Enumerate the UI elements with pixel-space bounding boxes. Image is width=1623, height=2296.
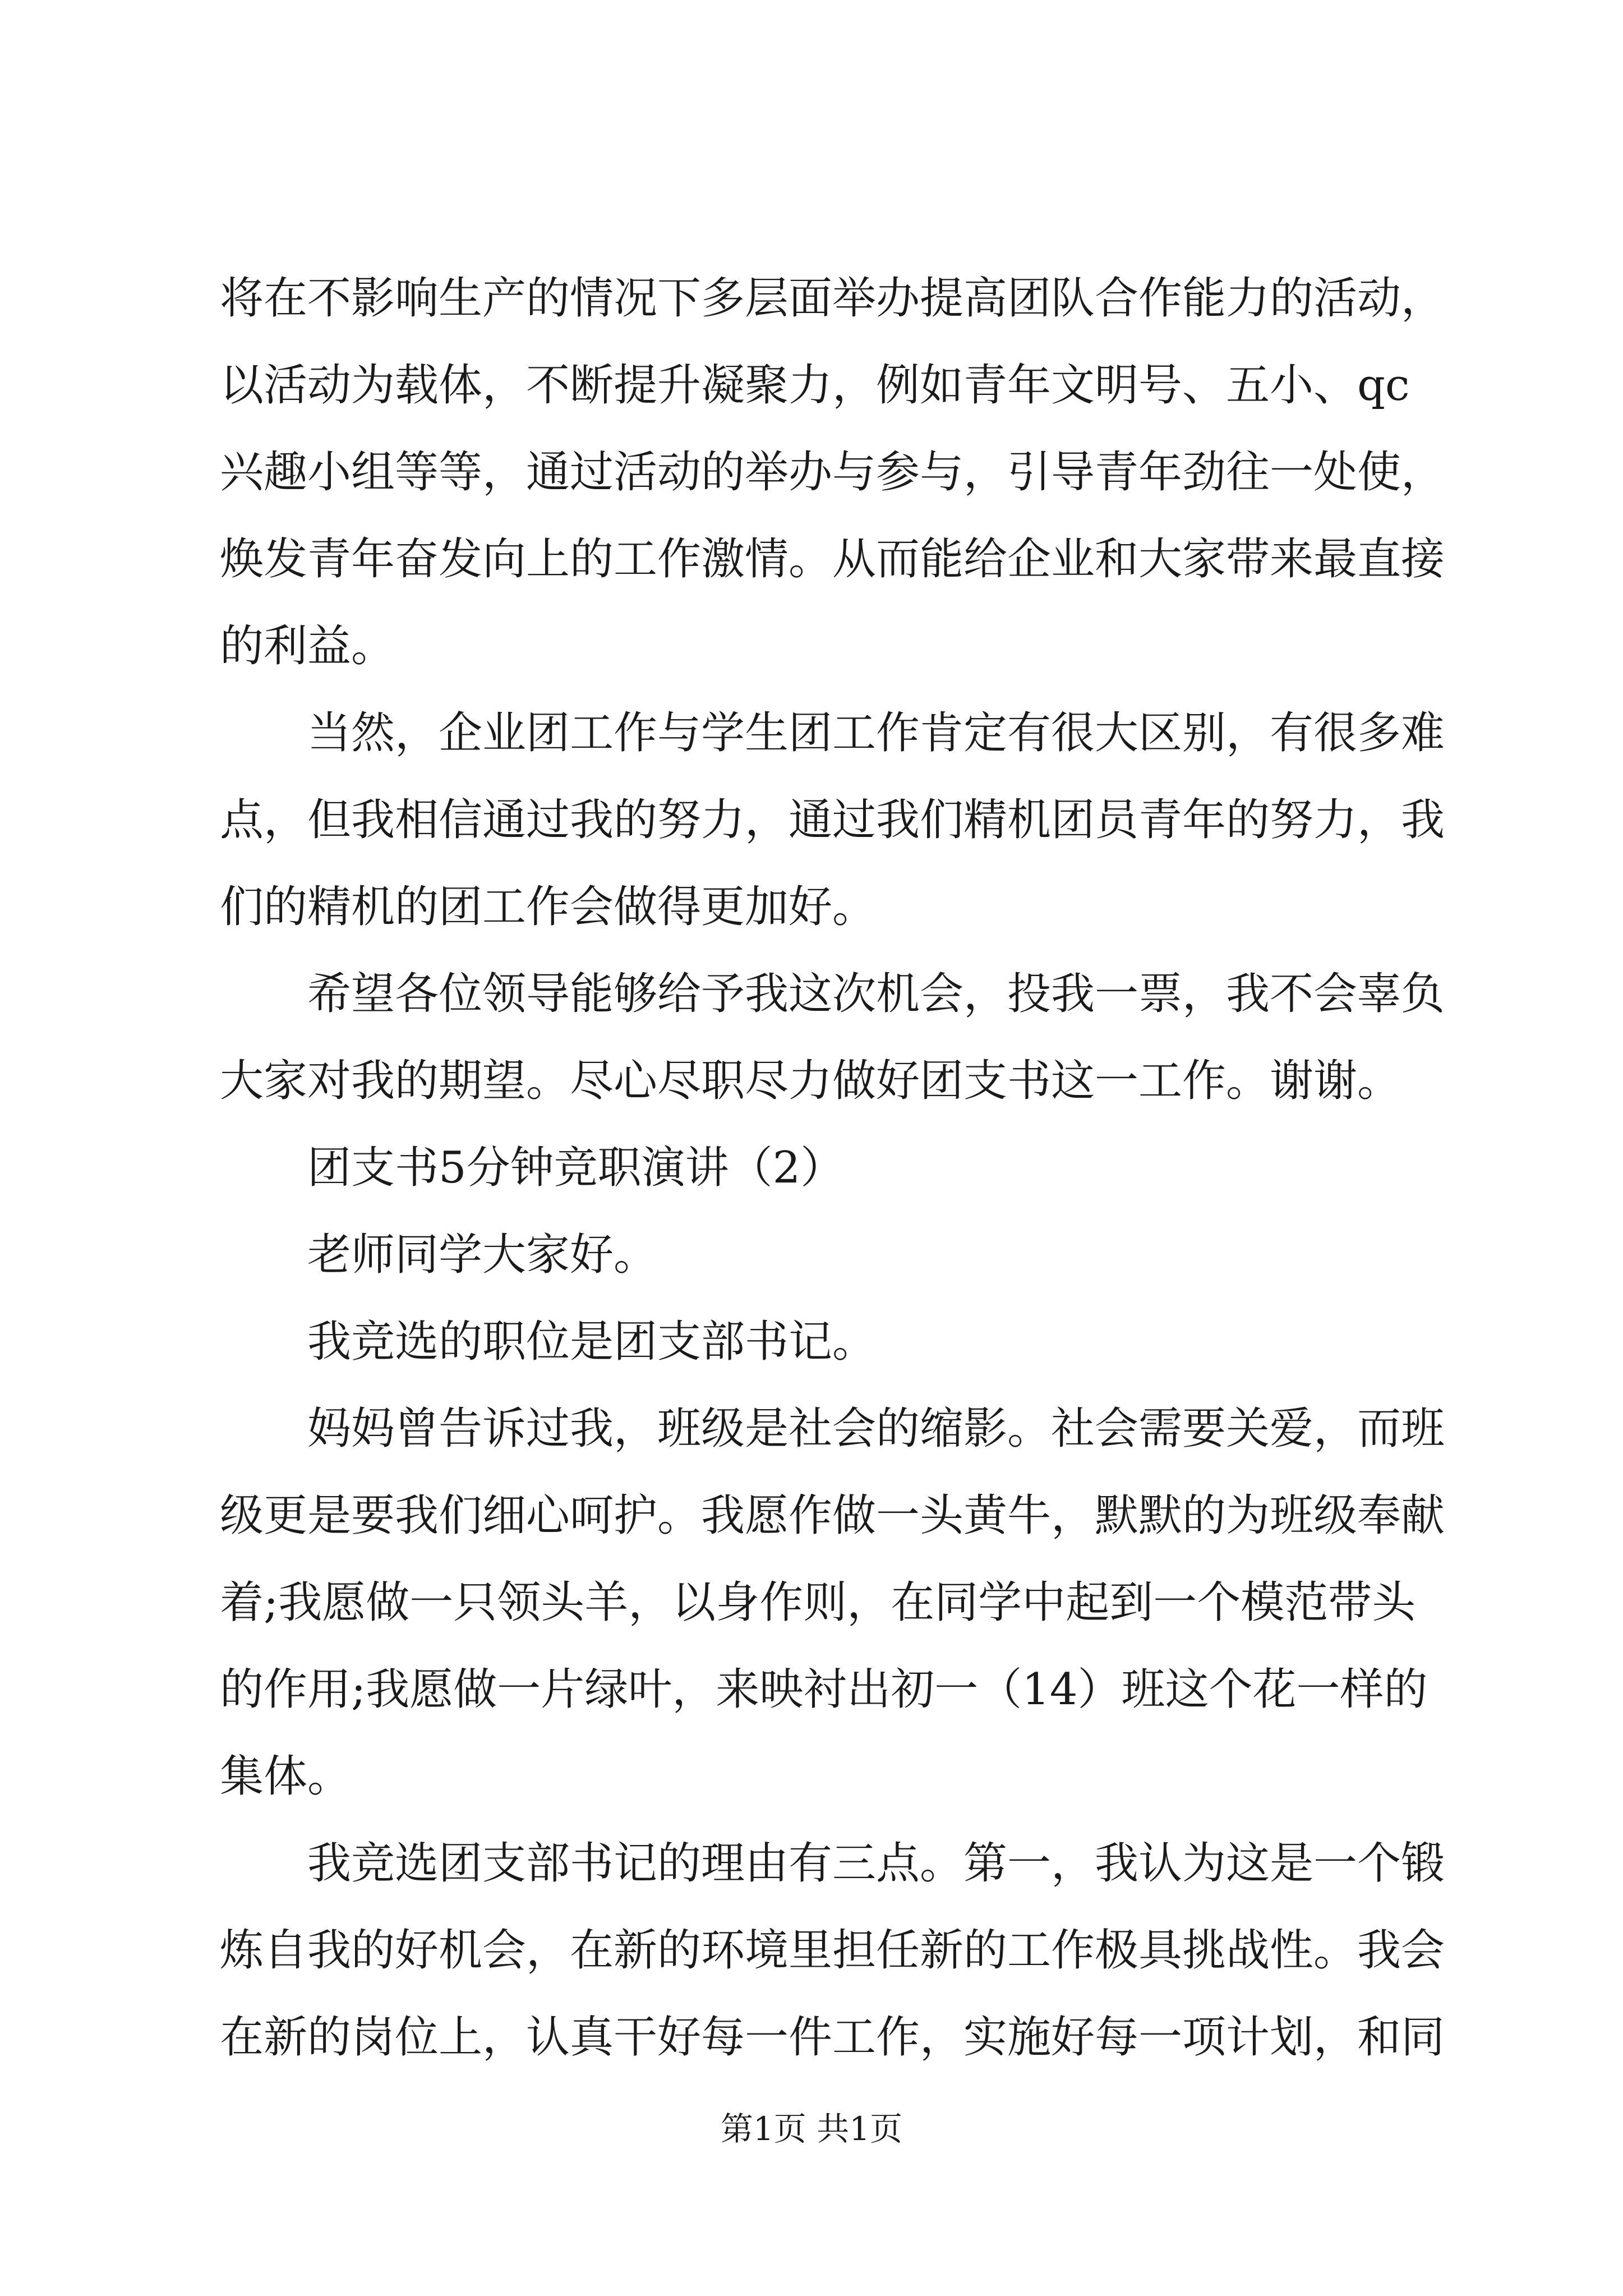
text-line: 以活动为载体，不断提升凝聚力，例如青年文明号、五小、qc	[220, 360, 1410, 411]
text-line: 我竞选的职位是团支部书记。	[307, 1317, 877, 1367]
text-line: 我竞选团支部书记的理由有三点。第一，我认为这是一个锻	[307, 1838, 1445, 1889]
section-heading: 团支书5分钟竞职演讲（2）	[307, 1143, 845, 1193]
text-line: 着;我愿做一只领头羊，以身作则，在同学中起到一个模范带头	[220, 1577, 1416, 1628]
page-number-footer: 第1页 共1页	[720, 2110, 903, 2148]
text-line: 大家对我的期望。尽心尽职尽力做好团支书这一工作。谢谢。	[220, 1056, 1401, 1106]
text-line: 级更是要我们细心呵护。我愿作做一头黄牛，默默的为班级奉献	[220, 1490, 1445, 1541]
text-line: 们的精机的团工作会做得更加好。	[220, 882, 877, 932]
document-body	[220, 255, 1445, 2081]
text-line: 集体。	[220, 1751, 352, 1802]
text-line: 妈妈曾告诉过我，班级是社会的缩影。社会需要关爱，而班	[307, 1404, 1445, 1454]
text-line: 点，但我相信通过我的努力，通过我们精机团员青年的努力，我	[220, 795, 1445, 845]
text-line: 炼自我的好机会，在新的环境里担任新的工作极具挑战性。我会	[220, 1925, 1445, 1976]
text-line: 当然，企业团工作与学生团工作肯定有很大区别，有很多难	[307, 708, 1445, 758]
text-line: 将在不影响生产的情况下多层面举办提高团队合作能力的活动，	[220, 273, 1445, 324]
text-line: 在新的岗位上，认真干好每一件工作，实施好每一项计划，和同	[220, 2012, 1445, 2063]
text-line: 的作用;我愿做一片绿叶，来映衬出初一（14）班这个花一样的	[220, 1664, 1428, 1715]
text-line: 兴趣小组等等，通过活动的举办与参与，引导青年劲往一处使，	[220, 447, 1445, 498]
text-line: 老师同学大家好。	[307, 1230, 658, 1280]
text-line: 希望各位领导能够给予我这次机会，投我一票，我不会辜负	[307, 969, 1445, 1019]
text-line: 的利益。	[220, 621, 395, 671]
text-line: 焕发青年奋发向上的工作激情。从而能给企业和大家带来最直接	[220, 534, 1445, 585]
